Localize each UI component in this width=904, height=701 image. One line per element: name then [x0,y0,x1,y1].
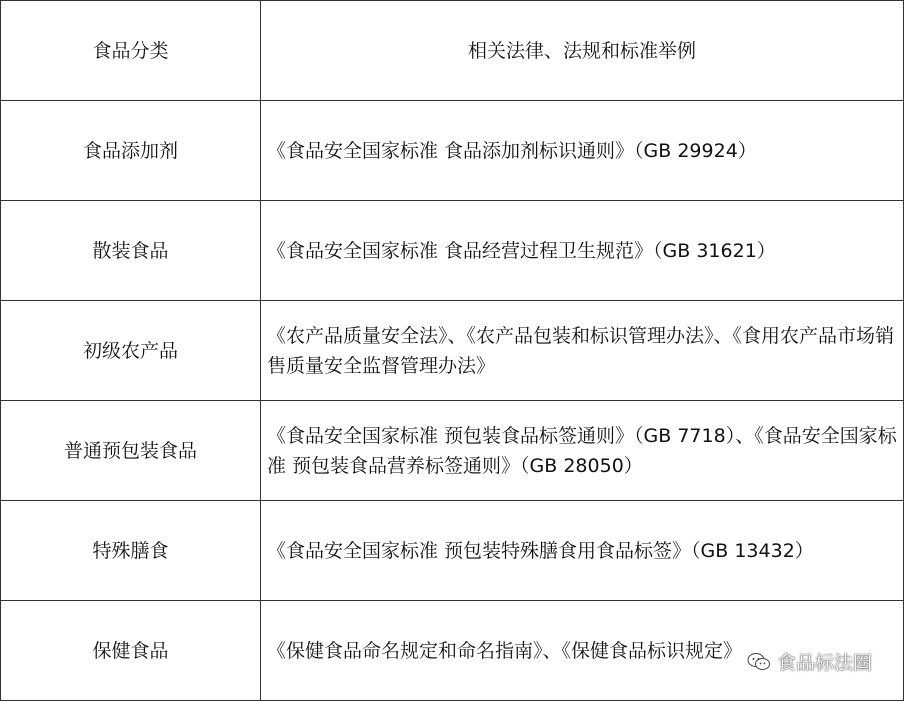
row-laws: 《保健食品命名规定和命名指南》、《保健食品标识规定》 [261,601,904,701]
row-category: 特殊膳食 [1,501,261,601]
row-category: 普通预包装食品 [1,401,261,501]
row-category: 散装食品 [1,201,261,301]
table-row [1,201,904,301]
wechat-icon [747,652,771,672]
watermark-text: 食品标法圈 [776,652,872,674]
row-laws: 《农产品质量安全法》、《农产品包装和标识管理办法》、《食用农产品市场销售质量安全监督管理办法》 [261,301,904,401]
table-header-row [1,1,904,101]
row-category: 保健食品 [1,601,261,701]
header-laws: 相关法律、法规和标准举例 [261,1,904,101]
table-row [1,101,904,201]
row-category: 食品添加剂 [1,101,261,201]
table-row [1,401,904,501]
table-row [1,501,904,601]
row-laws: 《食品安全国家标准 食品添加剂标识通则》（GB 29924） [261,101,904,201]
table-row [1,301,904,401]
header-category: 食品分类 [1,1,261,101]
row-laws: 《食品安全国家标准 食品经营过程卫生规范》（GB 31621） [261,201,904,301]
row-category: 初级农产品 [1,301,261,401]
watermark [747,648,872,675]
row-laws: 《食品安全国家标准 预包装特殊膳食用食品标签》（GB 13432） [261,501,904,601]
row-laws: 《食品安全国家标准 预包装食品标签通则》（GB 7718）、《食品安全国家标准 预包装食品营养标签通则》（GB 28050） [261,401,904,501]
